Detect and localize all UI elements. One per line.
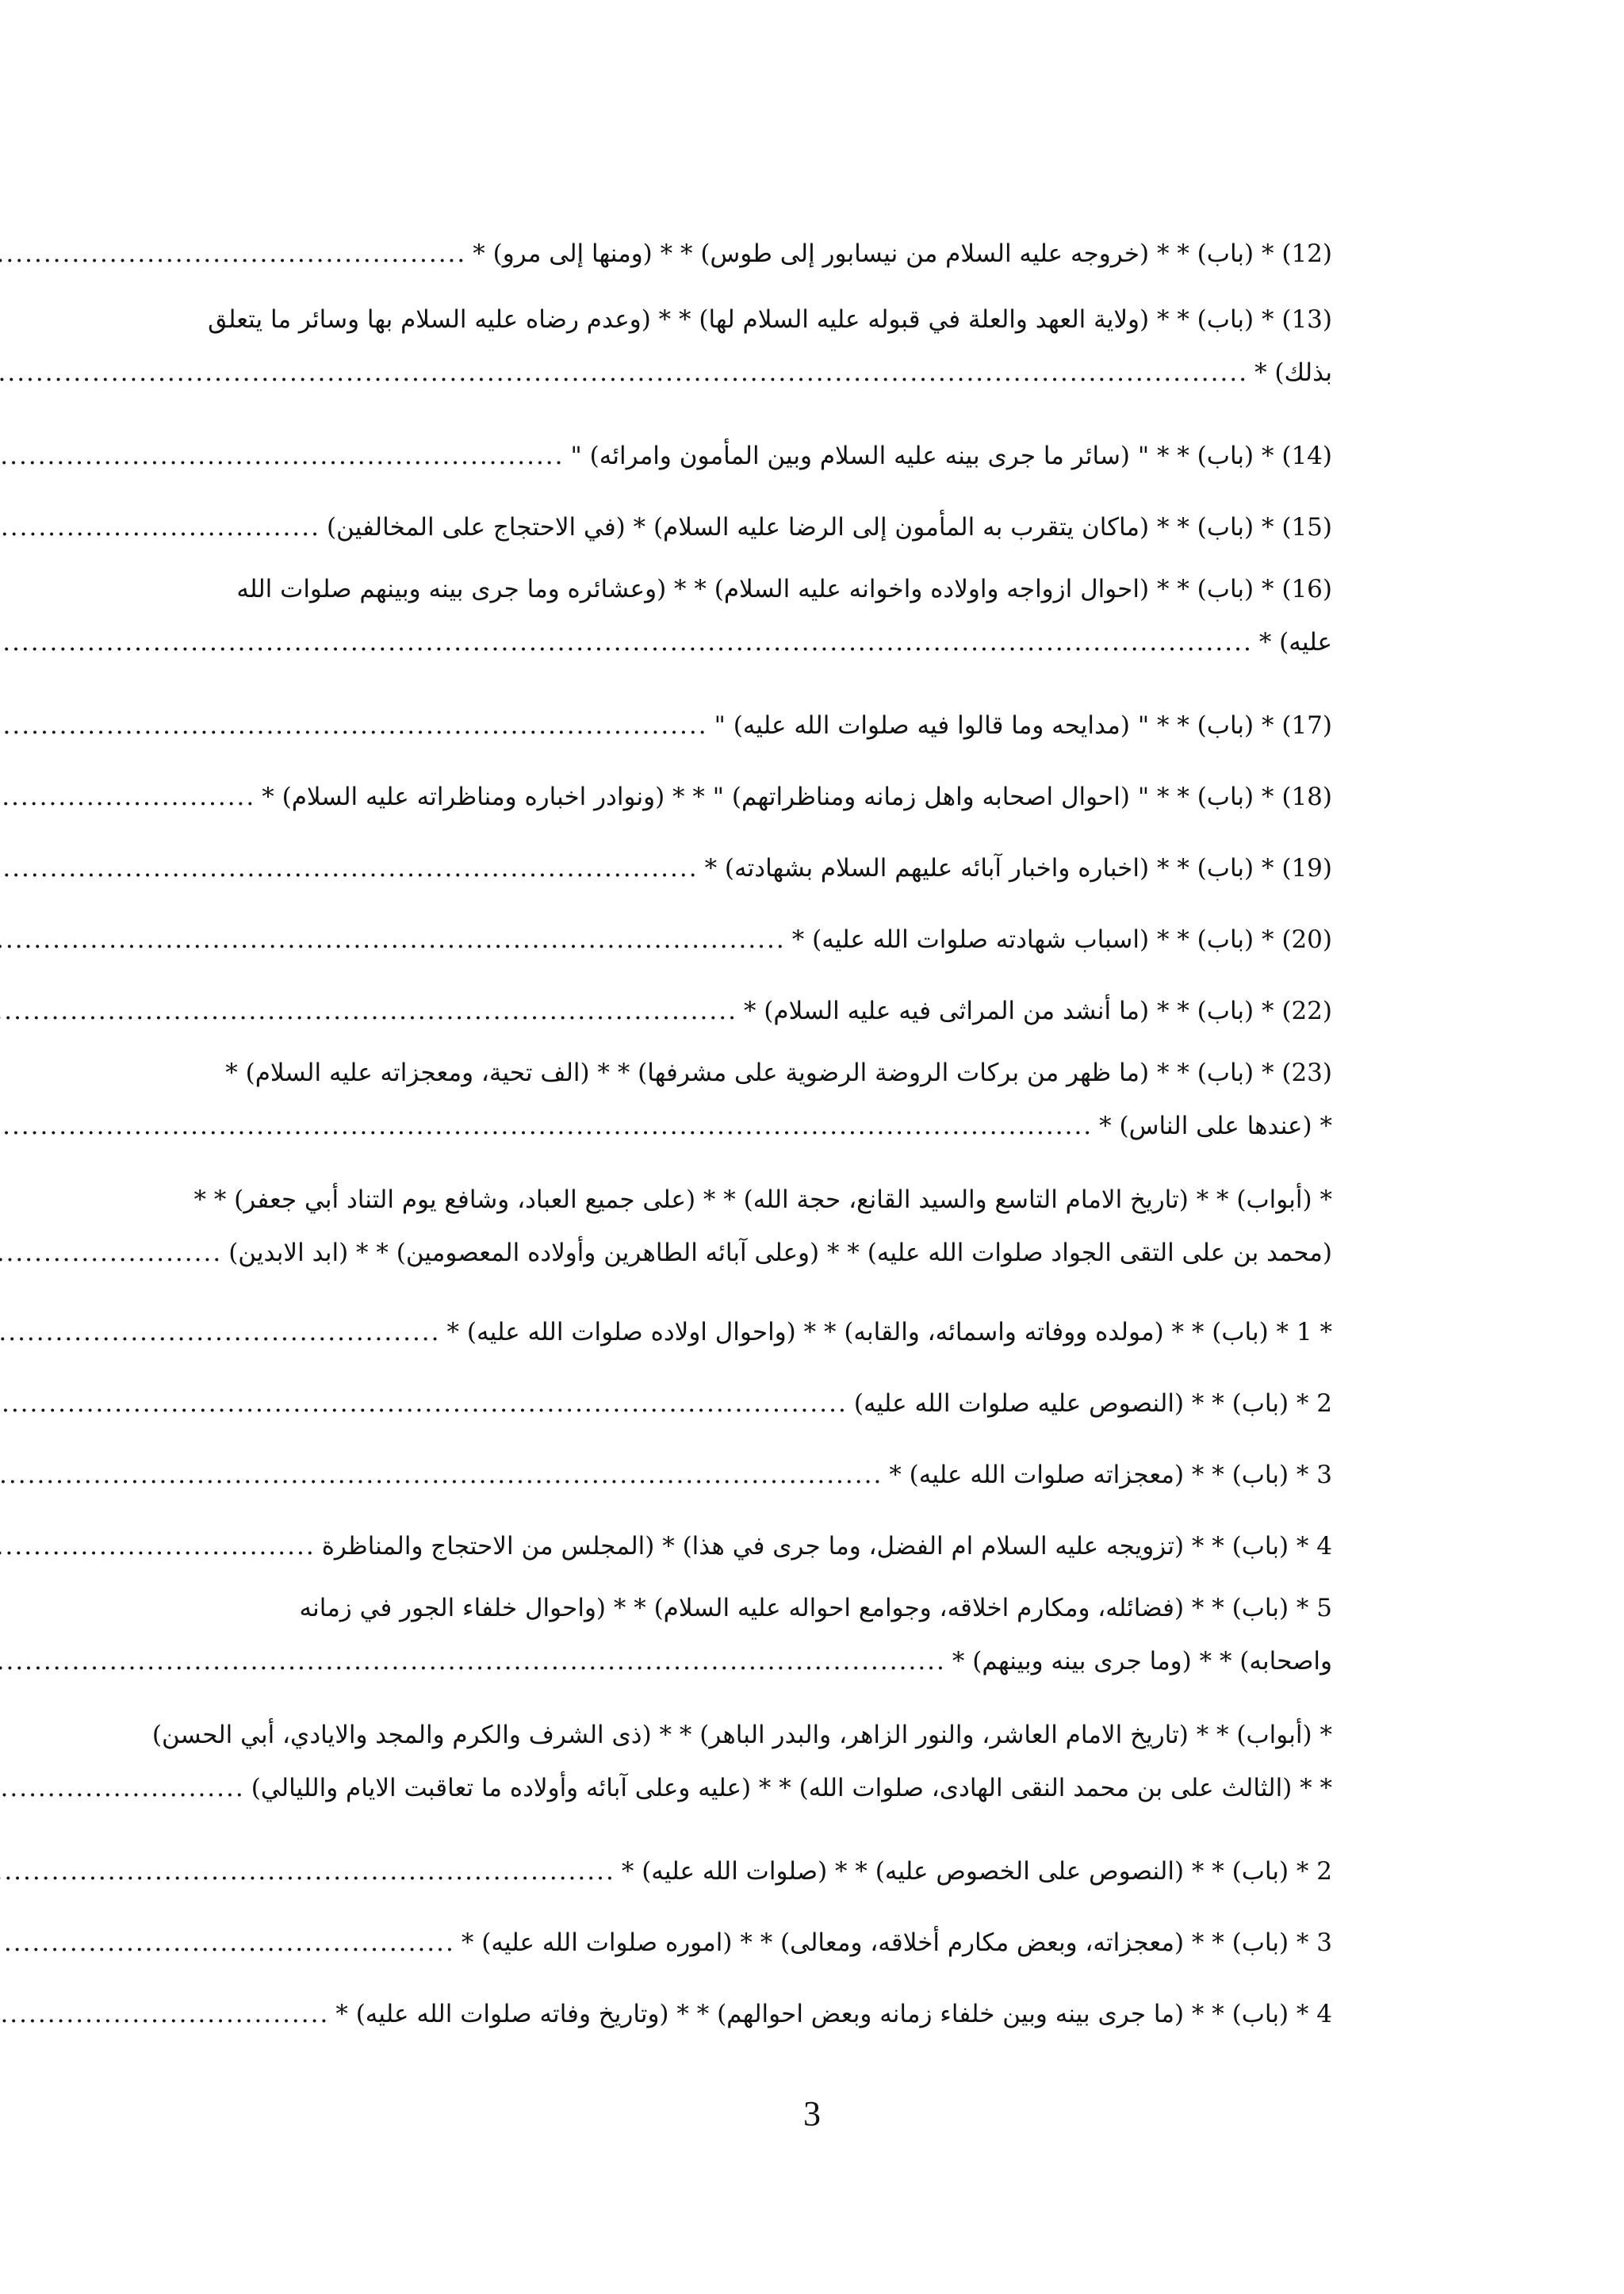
toc-entry — [230, 702, 1332, 744]
toc-entry-line: 5 * (باب) * * (فضائله، ومكارم اخلاقه، وجوامع احواله عليه السلام) * * (واحوال خلفاء الجور في زمانه — [299, 1594, 1332, 1622]
toc-entry-title: 2 * (باب) * * (النصوص على الخصوص عليه) * * (صلوات الله عليه) * — [621, 1857, 1332, 1886]
toc-entry-row — [230, 1451, 1332, 1493]
toc-entry-line: * (أبواب) * * (تاريخ الامام العاشر، والنور الزاهر، والبدر الباهر) * * (ذى الشرف والكرم والمجد والايادي، أبي الحسن) — [151, 1721, 1332, 1749]
dot-leader — [0, 2000, 335, 2029]
toc-entry — [230, 773, 1332, 815]
toc-entry-line: (23) * (باب) * * (ما ظهر من بركات الروضة الرضوية على مشرفها) * * (الف تحية، ومعجزاته عليه السلام) * — [225, 1059, 1332, 1087]
dot-leader — [0, 1112, 1099, 1141]
dot-leader — [0, 1461, 889, 1490]
toc-entry-line: (13) * (باب) * * (ولاية العهد والعلة في قبوله عليه السلام لها) * * (وعدم رضاه عليه السلام بها وسائر ما يتعلق — [208, 305, 1332, 334]
toc-entry-title: (22) * (باب) * * (ما أنشد من المراثى فيه عليه السلام) * — [743, 997, 1332, 1025]
dot-leader — [0, 1857, 622, 1886]
toc-entry-row — [230, 504, 1332, 546]
toc-entry-title: 4 * (باب) * * (ما جرى بينه وبين خلفاء زمانه وبعض احوالهم) * * (وتاريخ وفاته صلوات الله عليه) * — [335, 2000, 1332, 2028]
toc-entry-title: (20) * (باب) * * (اسباب شهادته صلوات الله عليه) * — [791, 925, 1332, 954]
toc-entry — [230, 1451, 1332, 1493]
toc-entry-title: (15) * (باب) * * (ماكان يتقرب به المأمون إلى الرضا عليه السلام) * (في الاحتجاج على المخالفين) — [326, 513, 1332, 542]
toc-entry — [208, 305, 1332, 391]
toc-entry-row — [230, 916, 1332, 958]
toc-entry-title: بذلك) * — [1254, 358, 1332, 388]
toc-entry — [230, 916, 1332, 958]
dot-leader — [0, 628, 1259, 657]
toc-entry — [151, 1721, 1332, 1806]
toc-entry-row — [230, 1102, 1332, 1144]
toc-entry-title: 3 * (باب) * * (معجزاته، وبعض مكارم أخلاقه، ومعالى) * * (اموره صلوات الله عليه) * — [461, 1928, 1332, 1957]
toc-entry-row — [230, 230, 1332, 272]
toc-entry-row — [230, 1919, 1332, 1961]
toc-entry-row — [230, 1990, 1332, 2032]
toc-entry-line: (16) * (باب) * * (احوال ازواجه واولاده واخوانه عليه السلام) * * (وعشائره وما جرى بينه وبينهم صلوات الله — [236, 575, 1332, 603]
toc-entry — [230, 432, 1332, 474]
dot-leader — [0, 997, 744, 1026]
toc-entry-title: 4 * (باب) * * (تزويجه عليه السلام ام الفضل، وما جرى في هذا) * (المجلس من الاحتجاج والمناظرة — [321, 1532, 1332, 1561]
dot-leader — [0, 1774, 251, 1803]
toc-entry-title: * 1 * (باب) * * (مولده ووفاته واسمائه، والقابه) * * (واحوال اولاده صلوات الله عليه) * — [446, 1318, 1332, 1346]
dot-leader — [0, 783, 262, 812]
toc-entry-title: (محمد بن على التقى الجواد صلوات الله عليه) * * (وعلى آبائه الطاهرين وأولاده المعصومين) * * (ابد الابدين) — [228, 1239, 1332, 1268]
toc-entry — [230, 1990, 1332, 2032]
toc-entry-row — [230, 1764, 1332, 1806]
dot-leader — [0, 1318, 447, 1347]
dot-leader — [0, 442, 571, 471]
toc-entry-row — [230, 773, 1332, 815]
toc-entry-row — [230, 702, 1332, 744]
toc-entry-title: * * (الثالث على بن محمد النقى الهادى، صلوات الله) * * (عليه وعلى آبائه وأولاده ما تعاقبت الايام والليالي) — [251, 1774, 1332, 1803]
toc-entry — [230, 1522, 1332, 1564]
dot-leader — [0, 1647, 952, 1676]
dot-leader — [0, 513, 327, 542]
toc-entry-title: (12) * (باب) * * (خروجه عليه السلام من نيسابور إلى طوس) * * (ومنها إلى مرو) * — [473, 239, 1332, 268]
toc-entry-row — [230, 1848, 1332, 1890]
toc-entry — [230, 230, 1332, 272]
toc-entry — [230, 1380, 1332, 1422]
toc-entry — [225, 1059, 1332, 1144]
toc-entry — [230, 987, 1332, 1029]
toc-entry-row — [230, 618, 1332, 661]
toc-entry-title: (14) * (باب) * * " (سائر ما جرى بينه عليه السلام وبين المأمون وامرائه) " — [570, 442, 1332, 470]
toc-entry-title: (19) * (باب) * * (اخباره واخبار آبائه عليهم السلام بشهادته) * — [704, 854, 1332, 883]
dot-leader — [0, 854, 705, 883]
dot-leader — [0, 1532, 322, 1561]
dot-leader — [0, 925, 792, 955]
dot-leader — [0, 1239, 228, 1268]
toc-entry-row — [230, 1637, 1332, 1679]
toc-entry-row — [230, 1522, 1332, 1564]
toc-entry-row — [230, 844, 1332, 887]
toc-entry-row — [230, 432, 1332, 474]
toc-entry — [193, 1185, 1332, 1271]
toc-entry — [230, 1594, 1332, 1679]
toc-entry-line: * (أبواب) * * (تاريخ الامام التاسع والسيد القانع، حجة الله) * * (على جميع العباد، وشافع يوم التناد أبي جعفر) * * — [193, 1185, 1332, 1214]
toc-entry-title: عليه) * — [1258, 628, 1332, 657]
toc-entry-row — [230, 349, 1332, 391]
toc-entry — [230, 1919, 1332, 1961]
dot-leader — [0, 1389, 854, 1419]
toc-entry — [230, 844, 1332, 887]
dot-leader — [0, 358, 1254, 388]
toc-entry-row — [230, 987, 1332, 1029]
toc-entry-title: * (عندها على الناس) * — [1099, 1112, 1332, 1141]
toc-entry-title: (17) * (باب) * * " (مدايحه وما قالوا فيه صلوات الله عليه) " — [714, 711, 1332, 740]
toc-entry-row — [230, 1380, 1332, 1422]
dot-leader — [0, 711, 714, 741]
dot-leader — [0, 239, 473, 269]
dot-leader — [0, 1928, 462, 1958]
page-number: 3 — [803, 2094, 821, 2133]
toc-entry-row — [230, 1308, 1332, 1350]
toc-entry-row — [230, 1229, 1332, 1271]
toc-entry — [230, 1308, 1332, 1350]
toc-entry-title: واصحابه) * * (وما جرى بينه وبينهم) * — [952, 1647, 1332, 1676]
toc-entry — [230, 575, 1332, 661]
toc-entry-title: 3 * (باب) * * (معجزاته صلوات الله عليه) * — [889, 1461, 1332, 1489]
toc-entry-title: (18) * (باب) * * " (احوال اصحابه واهل زمانه ومناظراتهم) " * * (ونوادر اخباره ومناظراته عليه السلام) * — [262, 783, 1332, 811]
toc-entry-title: 2 * (باب) * * (النصوص عليه صلوات الله عليه) — [853, 1389, 1332, 1418]
toc-entry — [230, 1848, 1332, 1890]
toc-entry — [230, 504, 1332, 546]
